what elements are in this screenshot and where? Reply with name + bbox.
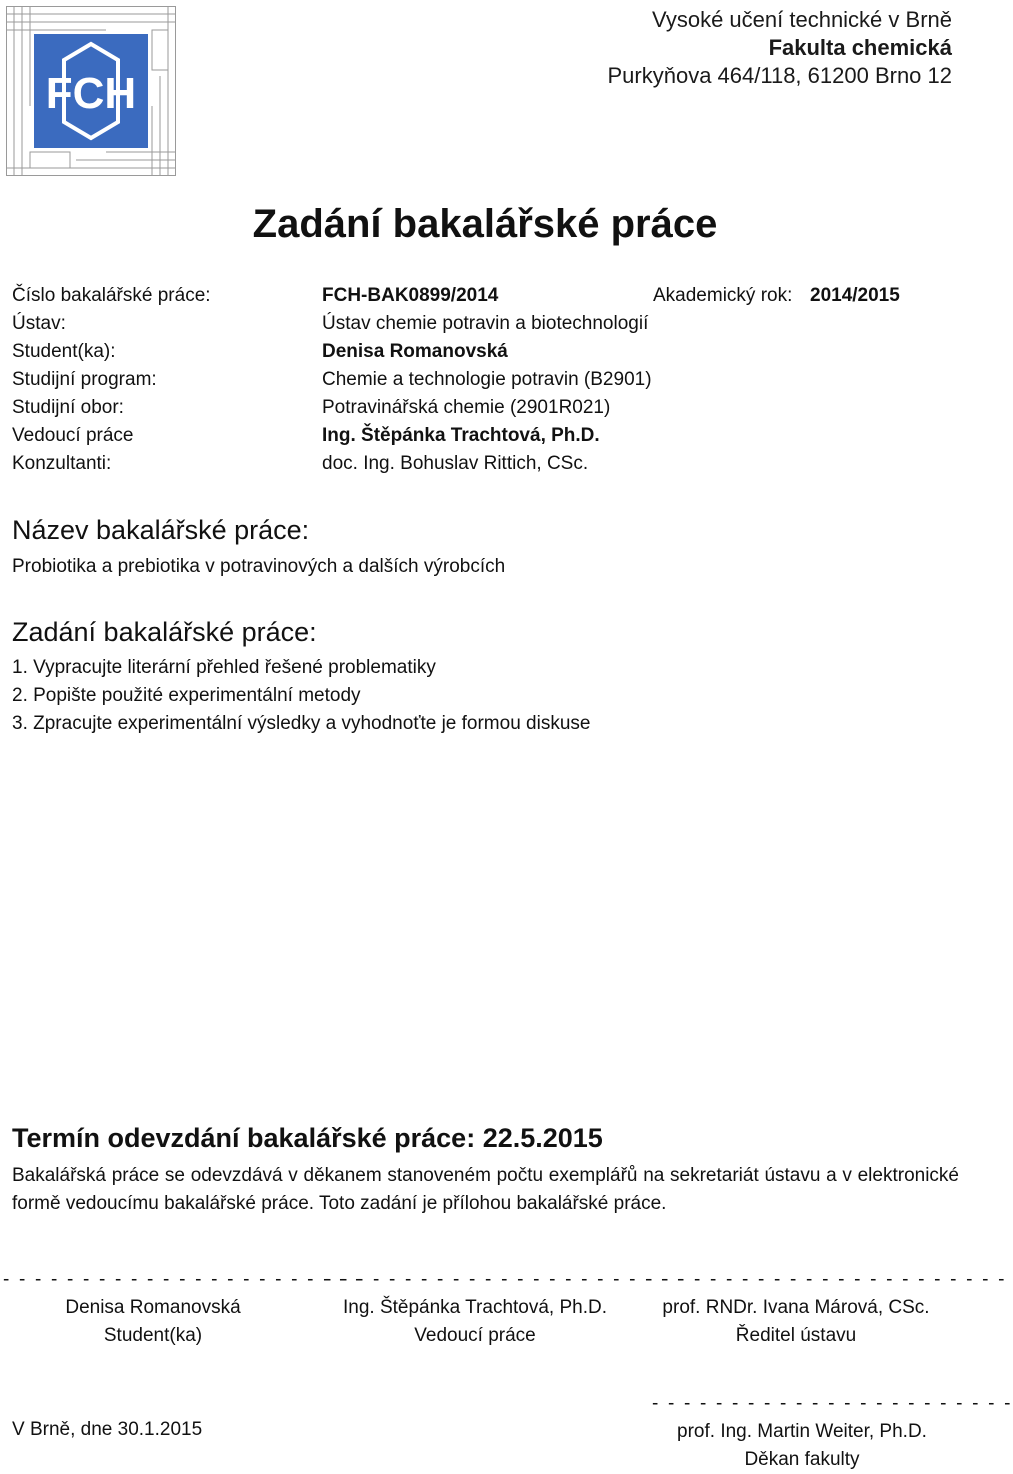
info-value: Ing. Štěpánka Trachtová, Ph.D. bbox=[322, 425, 600, 446]
signature-role: Ředitel ústavu bbox=[735, 1325, 857, 1346]
place-and-date: V Brně, dne 30.1.2015 bbox=[12, 1419, 203, 1440]
submission-note: Bakalářská práce se odevzdává v děkanem stanoveném počtu exemplářů na sekretariát ústavu a v elektronické formě vedoucímu bakalářské práce. Toto zadání je přílohou bakalářské práce. bbox=[12, 1165, 959, 1214]
signature-name: Ing. Štěpánka Trachtová, Ph.D. bbox=[342, 1297, 608, 1318]
signature-name: prof. Ing. Martin Weiter, Ph.D. bbox=[677, 1421, 927, 1442]
signature-line: - - - - - - - - - - - - - - - - - - - - - - - bbox=[652, 1393, 1013, 1414]
info-row-program bbox=[12, 366, 952, 394]
signature-name: prof. RNDr. Ivana Márová, CSc. bbox=[662, 1297, 930, 1318]
info-row-consultants bbox=[12, 450, 952, 478]
document-title: Zadání bakalářské práce bbox=[252, 202, 718, 246]
info-row-student bbox=[12, 338, 952, 366]
university-name: Vysoké učení technické v Brně bbox=[651, 7, 952, 32]
signature-role: Student(ka) bbox=[103, 1325, 203, 1346]
info-label: Ústav: bbox=[12, 313, 66, 334]
signature-institute-director bbox=[646, 1266, 1007, 1350]
info-row-institute bbox=[12, 310, 952, 338]
faculty-name: Fakulta chemická bbox=[768, 35, 952, 60]
signature-dean bbox=[652, 1390, 1013, 1474]
info-label: Student(ka): bbox=[12, 341, 116, 362]
signature-role: Děkan fakulty bbox=[744, 1449, 860, 1470]
faculty-address: Purkyňova 464/118, 61200 Brno 12 bbox=[607, 63, 952, 88]
info-row-field bbox=[12, 394, 952, 422]
assignment-item: 1. Vypracujte literární přehled řešené problematiky bbox=[12, 657, 436, 678]
info-value: Potravinářská chemie (2901R021) bbox=[322, 397, 611, 418]
info-label: Studijní obor: bbox=[12, 397, 124, 418]
signature-supervisor bbox=[325, 1266, 686, 1350]
info-row-thesis-number bbox=[12, 282, 952, 310]
assignment-heading: Zadání bakalářské práce: bbox=[12, 617, 317, 647]
logo-text: FCH bbox=[45, 69, 137, 118]
signature-line: - - - - - - - - - - - - - - - - - - - - - - - bbox=[325, 1269, 686, 1290]
academic-year-label: Akademický rok: bbox=[653, 285, 793, 306]
thesis-name-heading: Název bakalářské práce: bbox=[12, 515, 310, 545]
signature-name: Denisa Romanovská bbox=[65, 1297, 241, 1318]
signature-line: - - - - - - - - - - - - - - - - - - - - - - - bbox=[646, 1269, 1007, 1290]
signature-student bbox=[3, 1266, 364, 1350]
info-label: Konzultanti: bbox=[12, 453, 112, 474]
info-value: Chemie a technologie potravin (B2901) bbox=[322, 369, 652, 390]
signature-role: Vedoucí práce bbox=[414, 1325, 536, 1346]
info-row-supervisor bbox=[12, 422, 952, 450]
fch-logo-icon bbox=[6, 6, 176, 176]
info-label: Číslo bakalářské práce: bbox=[12, 285, 211, 306]
info-value: doc. Ing. Bohuslav Rittich, CSc. bbox=[322, 453, 589, 474]
academic-year-value: 2014/2015 bbox=[810, 285, 900, 306]
info-value: Ústav chemie potravin a biotechnologií bbox=[322, 313, 649, 334]
info-label: Studijní program: bbox=[12, 369, 157, 390]
thesis-name-text: Probiotika a prebiotika v potravinových a dalších výrobcích bbox=[12, 556, 506, 577]
submission-deadline: Termín odevzdání bakalářské práce: 22.5.2015 bbox=[12, 1123, 603, 1153]
info-label: Vedoucí práce bbox=[12, 425, 134, 446]
assignment-item: 3. Zpracujte experimentální výsledky a vyhodnoťte je formou diskuse bbox=[12, 713, 591, 734]
signature-line: - - - - - - - - - - - - - - - - - - - - - - - bbox=[3, 1269, 364, 1290]
info-value: FCH-BAK0899/2014 bbox=[322, 285, 499, 306]
info-value: Denisa Romanovská bbox=[322, 341, 508, 362]
assignment-item: 2. Popište použité experimentální metody bbox=[12, 685, 361, 706]
